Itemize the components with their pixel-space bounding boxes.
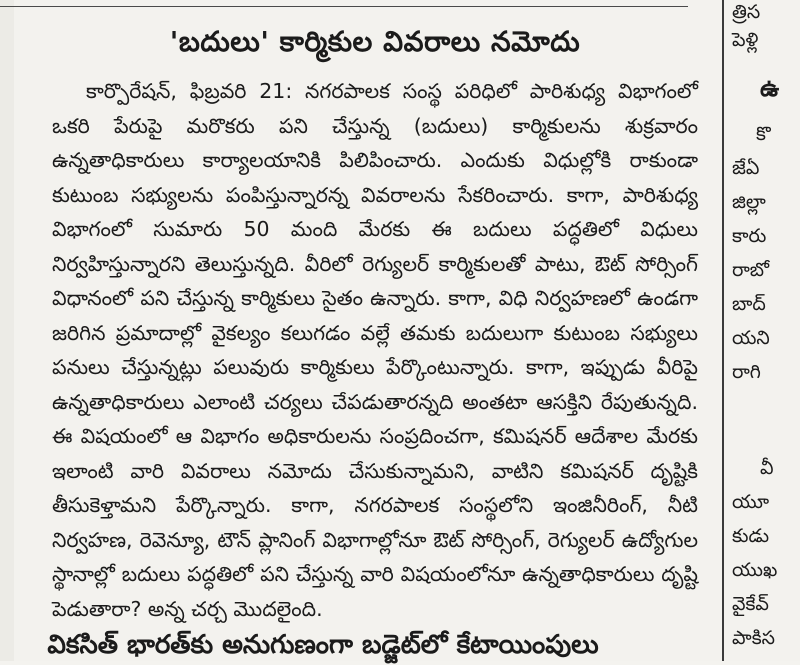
adjacent-column-line: బాద్ <box>732 293 766 315</box>
article-headline: 'బదులు' కార్మికుల వివరాలు నమోదు <box>169 25 581 58</box>
adjacent-column-line: రాగి <box>732 361 761 383</box>
adjacent-column-line: యూ <box>732 491 770 513</box>
adjacent-column-line: యుఖ <box>732 559 778 581</box>
adjacent-column-line: కుడు <box>732 525 770 547</box>
article <box>52 10 698 621</box>
adjacent-column-line: వైకేవ్ <box>732 593 769 615</box>
adjacent-column-line: వీ <box>760 457 774 479</box>
adjacent-column-line: పాకిస <box>732 627 775 649</box>
adjacent-column-line: రాబో <box>732 259 770 281</box>
adjacent-column <box>732 0 800 661</box>
adjacent-column-subheading: ఉ <box>760 74 780 102</box>
adjacent-column-line: కొ <box>756 123 771 145</box>
top-rule <box>0 6 688 7</box>
adjacent-column-line: త్రిస <box>732 1 761 23</box>
column-divider <box>722 0 724 661</box>
adjacent-column-line: పెళ్లి <box>732 29 759 51</box>
left-page-edge <box>0 0 14 661</box>
next-article-headline: వికసిత్ భారత్‌కు అనుగుణంగా బడ్జెట్‌లో కేటాయింపులు <box>47 630 599 660</box>
adjacent-column-line: జిల్లా <box>732 191 766 213</box>
adjacent-column-line: యని <box>732 327 770 349</box>
adjacent-column-line: జేఏ <box>732 157 760 179</box>
article-body: కార్పొరేషన్, ఫిబ్రవరి 21: నగరపాలక సంస్థ పరిధిలో పారిశుధ్య విభాగంలో ఒకరి పేరుపై మరొకరు పని చేస్తున్న (బదులు) కార్మికులను శుక్రవారం ఉన్నతాధికారులు కార్యాలయానికి పిలిపించారు. ఎందుకు విధుల్లోకి రాకుండా కుటుంబ సభ్యులను పంపిస్తున్నారన్న వివరాలను సేకరించారు. కాగా, పారిశుధ్య విభాగంలో సుమారు 50 మంది మేరకు ఈ బదులు పద్ధతిలో విధులు నిర్వహిస్తున్నారని తెలుస్తున్నది. వీరిలో రెగ్యులర్ కార్మికులతో పాటు, ఔట్ సోర్సింగ్ విధానంలో పని చేస్తున్న కార్మికులు సైతం ఉన్నారు. కాగా, విధి నిర్వహణలో ఉండగా జరిగిన ప్రమాదాల్లో వైకల్యం కలుగడం వల్లే తమకు బదులుగా కుటుంబ సభ్యులు పనులు చేస్తున్నట్లు పలువురు కార్మికులు పేర్కొంటున్నారు. కాగా, ఇప్పుడు వీరిపై ఉన్నతాధికారులు ఎలాంటి చర్యలు చేపడుతారన్నది అంతటా ఆసక్తిని రేపుతున్నది. ఈ విషయంలో ఆ విభాగం అధికారులను సంప్రదించగా, కమిషనర్ ఆదేశాల మేరకు ఇలాంటి వారి వివరాలు నమోదు చేసుకున్నామని, వాటిని కమిషనర్ దృష్టికి తీసుకెళ్తామని పేర్కొన్నారు. కాగా, నగరపాలక సంస్థలోని ఇంజినీరింగ్, నీటి నిర్వహణ, రెవెన్యూ, టౌన్ ప్లానింగ్ విభాగాల్లోనూ ఔట్ సోర్సింగ్, రెగ్యులర్ ఉద్యోగుల స్థానాల్లో బదులు పద్ధతిలో పని చేస్తున్న వారి విషయంలోనూ ఉన్నతాధికారులు దృష్టి పెడుతారా? అన్న చర్చ మొదలైంది. <box>52 79 698 621</box>
adjacent-column-line: కారు <box>732 225 767 247</box>
